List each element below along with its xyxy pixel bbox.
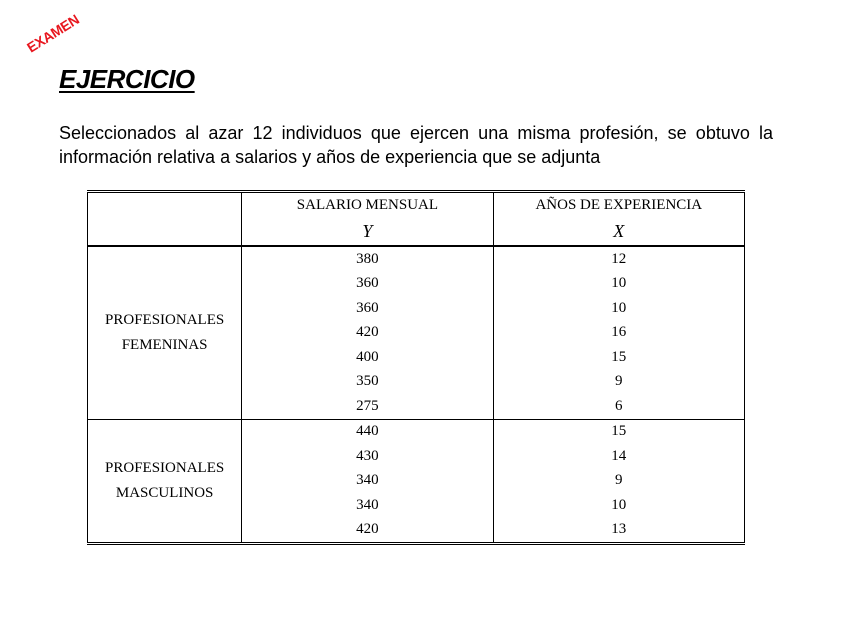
examen-stamp: EXAMEN xyxy=(24,11,82,56)
group-label xyxy=(88,419,242,544)
salary-cell: 340 xyxy=(242,493,493,518)
experience-cell: 14 xyxy=(493,444,744,469)
group-label-line1: PROFESIONALES xyxy=(105,460,225,477)
group-label-line2: FEMENINAS xyxy=(121,336,208,353)
salary-experience-table xyxy=(87,190,745,545)
experience-cell: 10 xyxy=(493,296,744,321)
experience-cell: 12 xyxy=(493,246,744,272)
group-label-line1: PROFESIONALES xyxy=(105,312,225,329)
y-symbol: Y xyxy=(242,217,493,246)
experience-cell: 10 xyxy=(493,272,744,297)
salary-cell: 430 xyxy=(242,444,493,469)
salary-cell: 440 xyxy=(242,419,493,444)
table-body xyxy=(88,246,745,544)
table-row xyxy=(88,246,745,272)
salary-cell: 360 xyxy=(242,272,493,297)
salary-cell: 360 xyxy=(242,296,493,321)
experience-cell: 9 xyxy=(493,469,744,494)
experience-cell: 15 xyxy=(493,419,744,444)
experience-cell: 9 xyxy=(493,370,744,395)
salary-cell: 275 xyxy=(242,394,493,419)
header-row xyxy=(88,192,745,218)
experience-cell: 16 xyxy=(493,321,744,346)
experience-cell: 6 xyxy=(493,394,744,419)
table-row xyxy=(88,419,745,444)
group-label xyxy=(88,246,242,419)
experience-cell: 10 xyxy=(493,493,744,518)
group-label-line2: MASCULINOS xyxy=(115,484,214,501)
experience-cell: 15 xyxy=(493,345,744,370)
salary-cell: 420 xyxy=(242,321,493,346)
header-empty-cell xyxy=(88,192,242,247)
salary-header: SALARIO MENSUAL xyxy=(242,192,493,218)
experience-cell: 13 xyxy=(493,518,744,544)
salary-cell: 420 xyxy=(242,518,493,544)
salary-cell: 380 xyxy=(242,246,493,272)
salary-cell: 350 xyxy=(242,370,493,395)
exercise-title: EJERCICIO xyxy=(59,64,195,94)
salary-cell: 400 xyxy=(242,345,493,370)
exercise-statement: Seleccionados al azar 12 individuos que ejercen una misma profesión, se obtuvo la información relativa a salarios y años de experiencia que se adjunta xyxy=(59,123,773,167)
salary-cell: 340 xyxy=(242,469,493,494)
experience-header: AÑOS DE EXPERIENCIA xyxy=(493,192,744,218)
x-symbol: X xyxy=(493,217,744,246)
